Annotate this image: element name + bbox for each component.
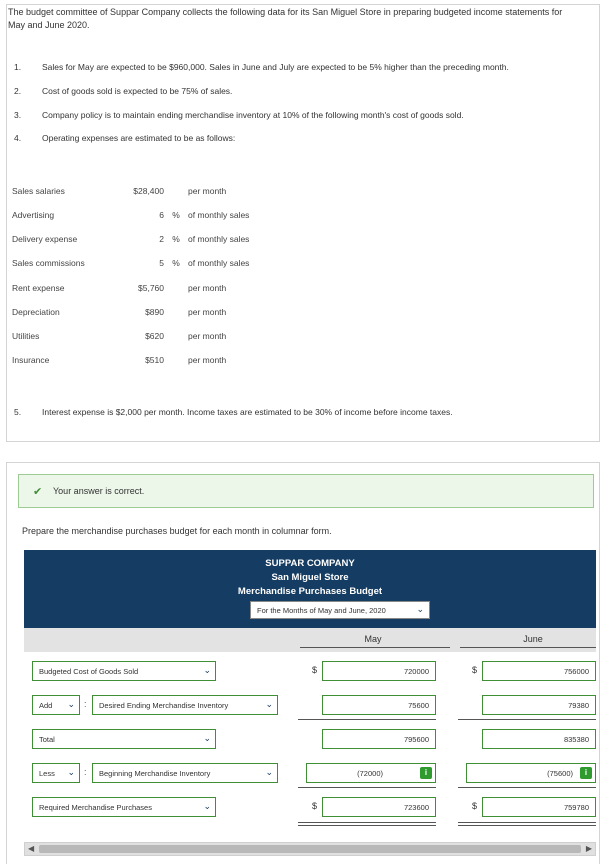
- correct-message: Your answer is correct.: [53, 486, 145, 496]
- column-header-band: [24, 628, 596, 652]
- june-value-input[interactable]: 835380: [482, 729, 596, 749]
- scroll-right-icon[interactable]: ▶: [585, 844, 592, 853]
- expense-label: Delivery expense: [12, 234, 78, 244]
- colon: :: [84, 699, 87, 709]
- item-number: 5.: [14, 407, 22, 417]
- chevron-down-icon: ⌄: [203, 733, 211, 743]
- info-icon[interactable]: i: [420, 767, 432, 779]
- total-double-line: [458, 822, 596, 826]
- dollar-sign: $: [472, 665, 478, 675]
- operator-select[interactable]: [32, 695, 80, 715]
- row-label-value: Desired Ending Merchandise Inventory: [99, 701, 229, 710]
- expense-unit: per month: [188, 331, 227, 341]
- item-number: 4.: [14, 133, 22, 143]
- period-select-value: For the Months of May and June, 2020: [257, 606, 386, 615]
- row-label-value: Beginning Merchandise Inventory: [99, 769, 211, 778]
- chevron-down-icon: ⌄: [203, 801, 211, 811]
- expense-amount: $620: [145, 331, 164, 341]
- expense-unit: per month: [188, 186, 227, 196]
- budget-title: Merchandise Purchases Budget: [237, 586, 383, 597]
- column-header-may: May: [364, 634, 382, 644]
- expense-amount: $5,760: [138, 283, 164, 293]
- expense-unit: of monthly sales: [188, 234, 250, 244]
- item-text: Company policy is to maintain ending merchandise inventory at 10% of the following month's cost of goods sold.: [42, 110, 464, 120]
- expense-label: Utilities: [12, 331, 40, 341]
- june-value-text: (75600): [547, 769, 573, 778]
- chevron-down-icon: ⌄: [67, 767, 75, 777]
- operator-value: Less: [39, 769, 55, 778]
- expense-percent: %: [172, 234, 180, 244]
- company-name: SUPPAR COMPANY: [265, 558, 355, 569]
- operator-select[interactable]: [32, 763, 80, 783]
- expense-amount: $510: [145, 355, 164, 365]
- expense-label: Sales commissions: [12, 258, 85, 268]
- store-name: San Miguel Store: [271, 572, 349, 583]
- chevron-down-icon: ⌄: [416, 604, 424, 614]
- row-label-select[interactable]: [32, 729, 216, 749]
- expense-percent: %: [172, 210, 180, 220]
- item-text: Operating expenses are estimated to be as follows:: [42, 133, 236, 143]
- expense-unit: of monthly sales: [188, 258, 250, 268]
- expense-amount: 6: [159, 210, 164, 220]
- expense-label: Depreciation: [12, 307, 60, 317]
- column-underline: [460, 647, 596, 648]
- expense-amount: 2: [159, 234, 164, 244]
- column-underline: [300, 647, 450, 648]
- item-text: Sales for May are expected to be $960,000. Sales in June and July are expected to be 5% higher than the preceding month.: [42, 62, 509, 72]
- subtotal-line: [298, 719, 436, 720]
- expense-unit: of monthly sales: [188, 210, 250, 220]
- operator-value: Add: [39, 701, 53, 710]
- expense-percent: %: [172, 258, 180, 268]
- row-label-select[interactable]: [92, 763, 278, 783]
- row-label-select[interactable]: [32, 661, 216, 681]
- chevron-down-icon: ⌄: [67, 699, 75, 709]
- june-value-input[interactable]: 79380: [482, 695, 596, 715]
- may-value-input[interactable]: [306, 763, 436, 783]
- expense-label: Advertising: [12, 210, 55, 220]
- may-value-text: (72000): [357, 769, 383, 778]
- scroll-thumb[interactable]: [39, 845, 581, 853]
- item-number: 1.: [14, 62, 22, 72]
- dollar-sign: $: [312, 801, 318, 811]
- budget-row-total: [24, 726, 596, 752]
- horizontal-scrollbar[interactable]: [24, 842, 596, 856]
- may-value-input[interactable]: 720000: [322, 661, 436, 681]
- problem-intro: The budget committee of Suppar Company collects the following data for its San Miguel Store in preparing budgeted income statements for May and June 2020.: [8, 7, 563, 30]
- row-label-value: Total: [39, 735, 55, 744]
- june-value-input[interactable]: 759780: [482, 797, 596, 817]
- expense-unit: per month: [188, 355, 227, 365]
- may-value-input[interactable]: 723600: [322, 797, 436, 817]
- budget-row-cogs: [24, 658, 596, 684]
- expense-unit: per month: [188, 307, 227, 317]
- info-icon[interactable]: i: [580, 767, 592, 779]
- budget-header: [24, 550, 596, 628]
- instruction-text: Prepare the merchandise purchases budget for each month in columnar form.: [22, 526, 332, 536]
- item-text: Interest expense is $2,000 per month. Income taxes are estimated to be 30% of income before income taxes.: [42, 407, 453, 417]
- may-value-input[interactable]: 795600: [322, 729, 436, 749]
- budget-row-beginning-inventory: [24, 760, 596, 786]
- dollar-sign: $: [472, 801, 478, 811]
- budget-row-required-purchases: [24, 794, 596, 820]
- colon: :: [84, 767, 87, 777]
- item-number: 2.: [14, 86, 22, 96]
- chevron-down-icon: ⌄: [265, 699, 273, 709]
- item-number: 3.: [14, 110, 22, 120]
- row-label-select[interactable]: [32, 797, 216, 817]
- expense-amount: 5: [159, 258, 164, 268]
- item-text: Cost of goods sold is expected to be 75% of sales.: [42, 86, 233, 96]
- june-value-input[interactable]: [466, 763, 596, 783]
- expense-unit: per month: [188, 283, 227, 293]
- expense-amount: $28,400: [133, 186, 164, 196]
- may-value-input[interactable]: 75600: [322, 695, 436, 715]
- chevron-down-icon: ⌄: [265, 767, 273, 777]
- check-icon: ✔: [33, 486, 43, 498]
- subtotal-line: [298, 787, 436, 788]
- expense-label: Sales salaries: [12, 186, 65, 196]
- june-value-input[interactable]: 756000: [482, 661, 596, 681]
- correct-banner: [18, 474, 594, 508]
- expense-label: Insurance: [12, 355, 50, 365]
- total-double-line: [298, 822, 436, 826]
- subtotal-line: [458, 787, 596, 788]
- period-select[interactable]: [250, 601, 430, 619]
- column-header-june: June: [523, 634, 543, 644]
- expense-amount: $890: [145, 307, 164, 317]
- budget-row-ending-inventory: [24, 692, 596, 718]
- chevron-down-icon: ⌄: [203, 665, 211, 675]
- row-label-select[interactable]: [92, 695, 278, 715]
- row-label-value: Budgeted Cost of Goods Sold: [39, 667, 139, 676]
- dollar-sign: $: [312, 665, 318, 675]
- scroll-left-icon[interactable]: ◀: [28, 844, 35, 853]
- row-label-value: Required Merchandise Purchases: [39, 803, 152, 812]
- subtotal-line: [458, 719, 596, 720]
- expense-label: Rent expense: [12, 283, 65, 293]
